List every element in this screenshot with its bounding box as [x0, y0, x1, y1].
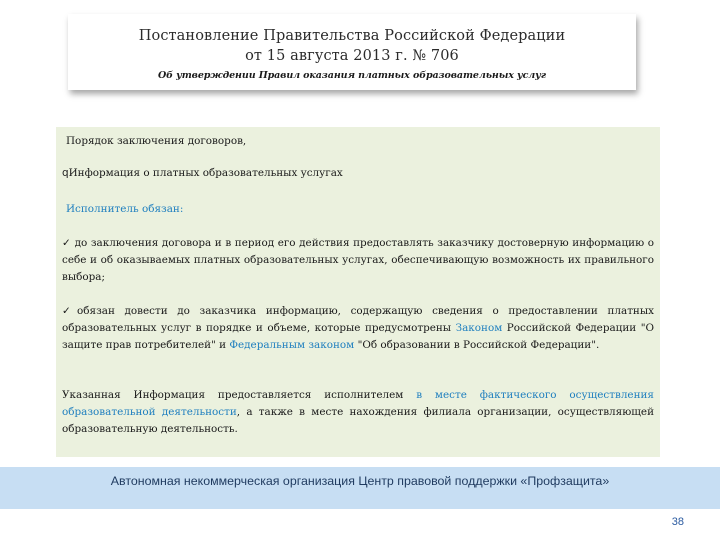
footer-band — [0, 467, 720, 509]
square-bullet-icon: q — [62, 167, 69, 179]
location-text-b: , а также в месте нахождения филиала организации, осуществляющей образовательную деятельность. — [62, 406, 654, 435]
title-line-1: Постановление Правительства Российской Федерации — [138, 28, 566, 44]
executor-heading: Исполнитель обязан: — [66, 203, 184, 215]
page-number: 38 — [671, 516, 684, 528]
provide-info-text: до заключения договора и в период его действия предоставлять заказчику достоверную информацию о себе и об оказываемых платных образовательных услугах, обеспечивающую возможность их правильного выбора; — [62, 237, 654, 283]
info-heading-text: Информация о платных образовательных услугах — [68, 167, 343, 179]
bullet-info-heading — [62, 165, 654, 182]
location-text-a: Указанная Информация предоставляется исполнителем — [62, 389, 417, 401]
checkmark-icon: ✓ — [62, 305, 78, 317]
document-title — [68, 14, 636, 66]
bring-info-text-b: Российской Федерации "О защите прав потребителей" и — [62, 322, 655, 351]
checkmark-icon: ✓ — [62, 237, 72, 249]
organization-name: Автономная некоммерческая организация Центр правовой поддержки «Профзащита» — [110, 474, 610, 488]
activity-place-link[interactable]: в месте фактического осуществления образовательной деятельности — [62, 389, 654, 418]
bring-info-text-c: "Об образовании в Российской Федерации". — [354, 339, 600, 351]
bullet-provide-info — [62, 235, 654, 286]
paragraph-order: Порядок заключения договоров, — [66, 135, 247, 147]
bullet-bring-info — [62, 303, 654, 354]
document-subtitle: Об утверждении Правил оказания платных образовательных услуг — [158, 70, 546, 81]
consumer-law-link[interactable]: Законом — [455, 322, 503, 334]
bring-info-text-a: обязан довести до заказчика информацию, содержащую сведения о предоставлении платных образовательных услуг в порядке и объеме, которые предусмотрены — [62, 305, 654, 334]
content-panel — [56, 127, 660, 457]
paragraph-location — [62, 387, 654, 438]
title-box — [68, 14, 636, 90]
federal-law-link[interactable]: Федеральным законом — [229, 339, 355, 351]
title-line-2: от 15 августа 2013 г. № 706 — [245, 48, 459, 64]
